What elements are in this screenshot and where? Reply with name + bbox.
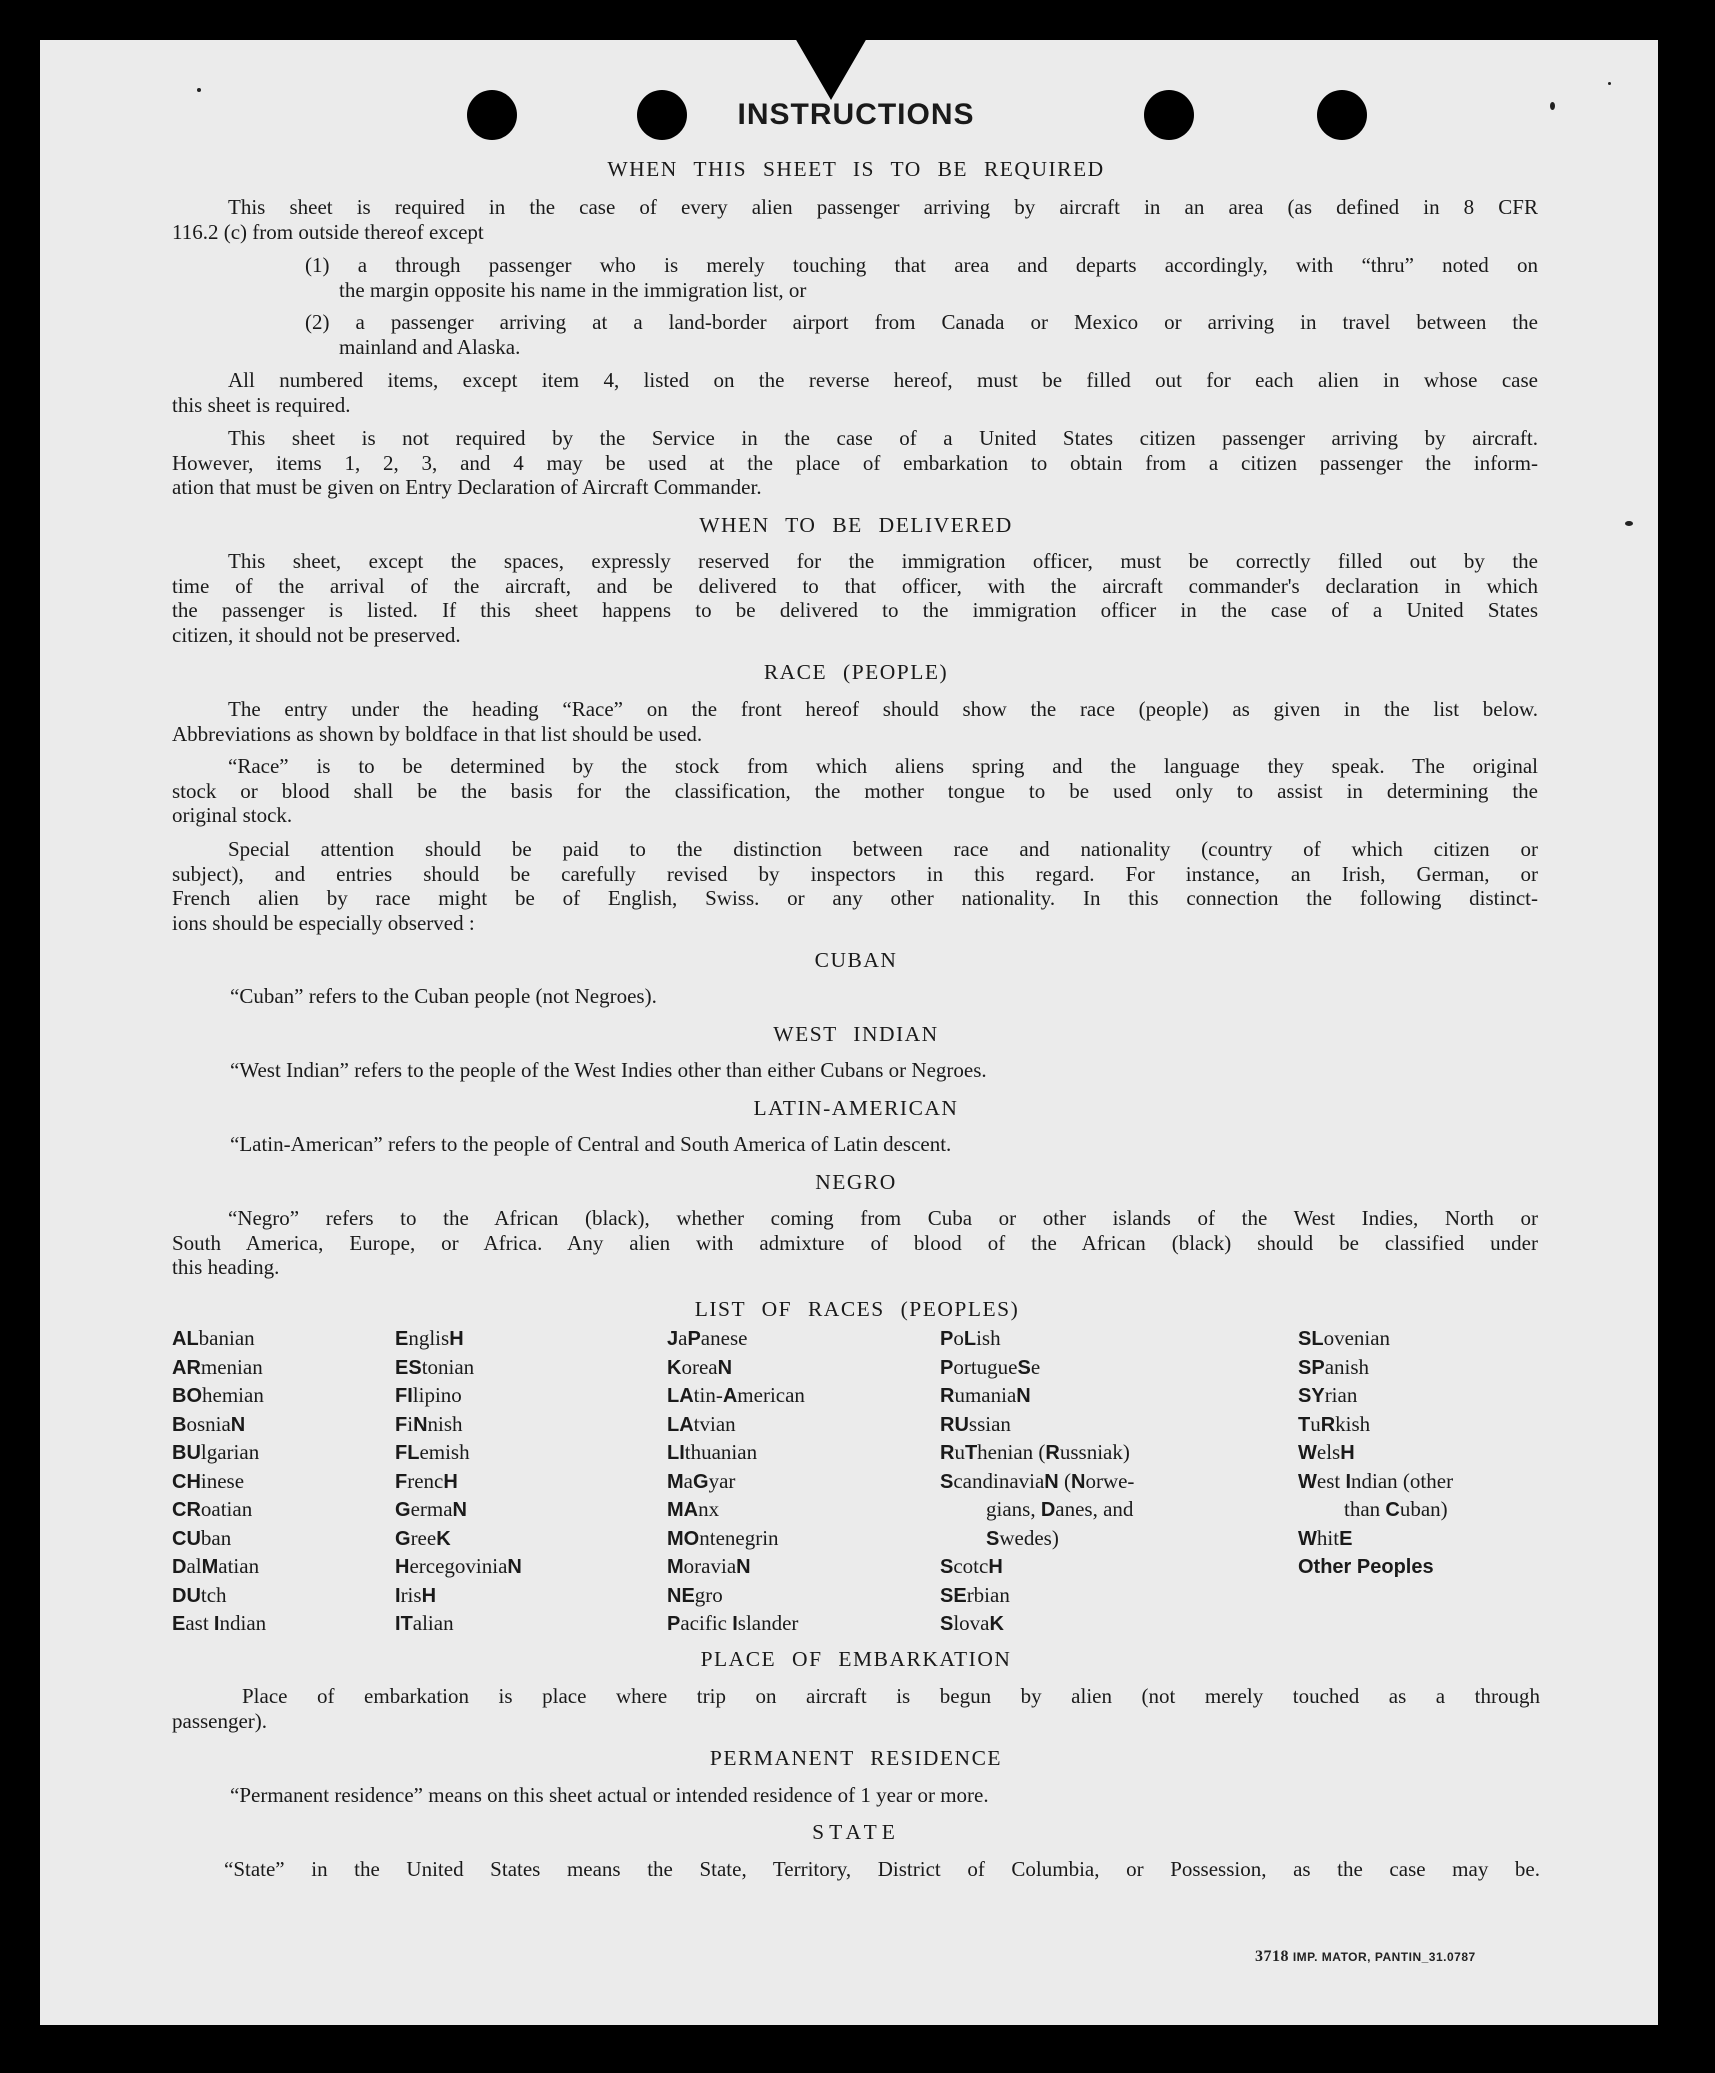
race-entry: RumaniaN [940,1383,1031,1407]
speck [1625,521,1633,526]
paragraph [172,837,1538,935]
paragraph [172,195,1538,244]
heading-latin-american: LATIN-AMERICAN [753,1096,959,1120]
paragraph-line: ation that must be given on Entry Declaration of Aircraft Commander. [172,475,762,499]
paragraph-line: stock or blood shall be the basis for the classification, the mother tongue to be used only to assist in determining the [172,778,1538,803]
race-entry: ALbanian [172,1326,255,1350]
paragraph [172,1684,1540,1733]
race-column [1298,1325,1453,1582]
race-entry: FLemish [395,1440,470,1464]
race-entry: ScotcH [940,1554,1003,1578]
heading-permanent-residence: PERMANENT RESIDENCE [709,1746,1003,1770]
paragraph-line: “Permanent residence” means on this sheet actual or intended residence of 1 year or more. [230,1783,989,1807]
paragraph [230,1783,1540,1808]
paragraph-line: This sheet, except the spaces, expressly reserved for the immigration officer, must be correctly filled out by the [228,549,1538,573]
paragraph-line: ions should be especially observed : [172,910,475,935]
paragraph-line: “State” in the United States means the State, Territory, District of Columbia, or Possession, as the case may be. [224,1857,1540,1881]
race-entry: SYrian [1298,1383,1358,1407]
paragraph-line: 116.2 (c) from outside thereof except [172,219,484,244]
race-entry: BosniaN [172,1411,246,1436]
paragraph-line: “Latin-American” refers to the people of Central and South America of Latin descent. [230,1132,952,1156]
paragraph-line: South America, Europe, or Africa. Any alien with admixture of blood of the African (black) should be classified under [172,1230,1538,1255]
paragraph [230,1132,1538,1157]
exception-item-2 [305,310,1538,359]
heading-when-delivered: WHEN TO BE DELIVERED [699,513,1013,537]
paragraph-line: (2) a passenger arriving at a land-border airport from Canada or Mexico or arriving in travel between the [305,310,1538,334]
race-entry: SLovenian [1298,1326,1391,1350]
race-entry: ARmenian [172,1354,263,1379]
race-entry: CUban [172,1525,232,1550]
race-entry: MaGyar [667,1468,736,1493]
race-entry: BOhemian [172,1383,264,1407]
race-entry: gians, Danes, and [986,1497,1134,1521]
race-column [667,1325,805,1639]
paragraph [172,426,1538,500]
paragraph-line: citizen, it should not be preserved. [172,622,461,647]
speck [197,88,201,92]
race-entry: DUtch [172,1582,227,1607]
paragraph-line: subject), and entries should be carefully revised by inspectors in this regard. For instance, an Irish, German, or [172,861,1538,886]
paragraph-line: “Race” is to be determined by the stock from which aliens spring and the language they speak. The original [228,754,1538,778]
race-entry: TuRkish [1298,1411,1371,1436]
paragraph-line: “West Indian” refers to the people of the West Indies other than either Cubans or Negroes. [230,1058,987,1082]
race-entry: DalMatian [172,1554,260,1578]
paragraph-line: This sheet is required in the case of every alien passenger arriving by aircraft in an area (as defined in 8 CFR [228,195,1538,219]
paragraph-line: The entry under the heading “Race” on the front hereof should show the race (people) as given in the list below. [228,697,1538,721]
race-column [172,1325,266,1639]
race-entry: RuThenian (Russniak) [940,1440,1130,1464]
heading-list-of-races: LIST OF RACES (PEOPLES) [694,1297,1020,1321]
heading-embarkation: PLACE OF EMBARKATION [700,1647,1012,1671]
paragraph-line: Special attention should be paid to the distinction between race and nationality (country of which citizen or [228,837,1538,861]
race-entry: ScandinaviaN (Norwe- [940,1468,1135,1493]
race-entry: SlovaK [940,1611,1004,1635]
race-entry: WelsH [1298,1440,1355,1464]
race-entry: West Indian (other [1298,1468,1454,1493]
race-column [395,1325,522,1639]
heading-race: RACE (PEOPLE) [763,660,949,684]
paragraph [224,1857,1540,1882]
paragraph-line: this sheet is required. [172,392,351,417]
race-entry: LAtvian [667,1411,736,1436]
heading-cuban: CUBAN [814,948,898,972]
race-entry: ITalian [395,1611,454,1635]
paragraph [172,549,1538,647]
speck [1608,82,1611,85]
heading-negro: NEGRO [815,1170,897,1194]
race-entry: GreeK [395,1525,451,1550]
paragraph-line: time of the arrival of the aircraft, and be delivered to that officer, with the aircraft commander's declaration in which [172,573,1538,598]
paragraph-line: Place of embarkation is place where trip on aircraft is begun by alien (not merely touched as a through [242,1684,1540,1708]
paragraph-line: Abbreviations as shown by boldface in that list should be used. [172,721,703,746]
paragraph [230,984,1538,1009]
paragraph-line: This sheet is not required by the Service in the case of a United States citizen passenger arriving by aircraft. [228,426,1538,450]
race-entry: than Cuban) [1344,1497,1448,1521]
race-entry: GermaN [395,1497,467,1521]
paragraph-line: mainland and Alaska. [339,334,521,359]
race-entry: FIlipino [395,1383,462,1407]
page-notch [795,38,867,100]
race-entry: NEgro [667,1582,723,1607]
race-entry: Pacific Islander [667,1611,799,1635]
race-entry: FrencH [395,1468,458,1493]
race-entry: BUlgarian [172,1440,260,1464]
race-entry: KoreaN [667,1354,733,1379]
race-column [940,1325,1134,1639]
paragraph-line: original stock. [172,803,293,827]
paragraph [172,754,1538,828]
paragraph-line: “Cuban” refers to the Cuban people (not Negroes). [230,984,657,1008]
paragraph-line: the passenger is listed. If this sheet happens to be delivered to the immigration officer in the case of a United States [172,598,1538,622]
page-title: INSTRUCTIONS [737,98,975,131]
paragraph-line: passenger). [172,1708,268,1733]
printer-imprint: IMP. MATOR, PANTIN_31.0787 [1292,1950,1476,1964]
race-entry: WhitE [1298,1525,1353,1550]
race-entry: MAnx [667,1497,720,1521]
paragraph [230,1058,1538,1083]
paragraph [172,1206,1538,1280]
race-entry: CHinese [172,1468,245,1493]
race-entry: PoLish [940,1326,1001,1350]
paragraph-line: All numbered items, except item 4, listed on the reverse hereof, must be filled out for each alien in whose case [228,368,1538,392]
race-entry: EnglisH [395,1326,464,1350]
race-entry: Swedes) [986,1525,1059,1550]
race-entry: LAtin-American [667,1383,805,1407]
race-entry: East Indian [172,1611,267,1635]
race-entry: SPanish [1298,1354,1370,1379]
race-entry: RUssian [940,1411,1011,1436]
heading-state: STATE [812,1820,900,1844]
race-entry: SErbian [940,1582,1010,1607]
race-entry: MoraviaN [667,1554,751,1578]
speck [1550,102,1555,110]
race-entry: JaPanese [667,1326,748,1350]
exception-item-1 [305,253,1538,302]
paragraph-line: French alien by race might be of English, Swiss. or any other nationality. In this connection the following distinct- [172,886,1538,910]
race-entry: IrisH [395,1582,437,1607]
race-entry: MOntenegrin [667,1525,779,1550]
race-entry: CRoatian [172,1497,253,1521]
paragraph-line: However, items 1, 2, 3, and 4 may be used at the place of embarkation to obtain from a citizen passenger the inform- [172,450,1538,475]
paragraph [172,697,1538,746]
form-number: 3718 [1255,1948,1289,1965]
paragraph-line: “Negro” refers to the African (black), whether coming from Cuba or other islands of the West Indies, North or [228,1206,1538,1230]
race-entry: PortugueSe [940,1354,1041,1379]
race-entry: Other Peoples [1298,1556,1434,1578]
race-entry: HercegoviniaN [395,1554,522,1578]
paragraph [172,368,1538,417]
race-entry: EStonian [395,1354,475,1379]
heading-west-indian: WEST INDIAN [773,1022,939,1046]
heading-when-required: WHEN THIS SHEET IS TO BE REQUIRED [607,157,1105,181]
printer-footer [1255,1948,1476,1966]
paragraph-line: the margin opposite his name in the immigration list, or [339,277,807,302]
paragraph-line: this heading. [172,1255,280,1279]
race-entry: FiNnish [395,1411,463,1436]
paragraph-line: (1) a through passenger who is merely touching that area and departs accordingly, with “thru” noted on [305,253,1538,277]
race-entry: LIthuanian [667,1440,758,1464]
